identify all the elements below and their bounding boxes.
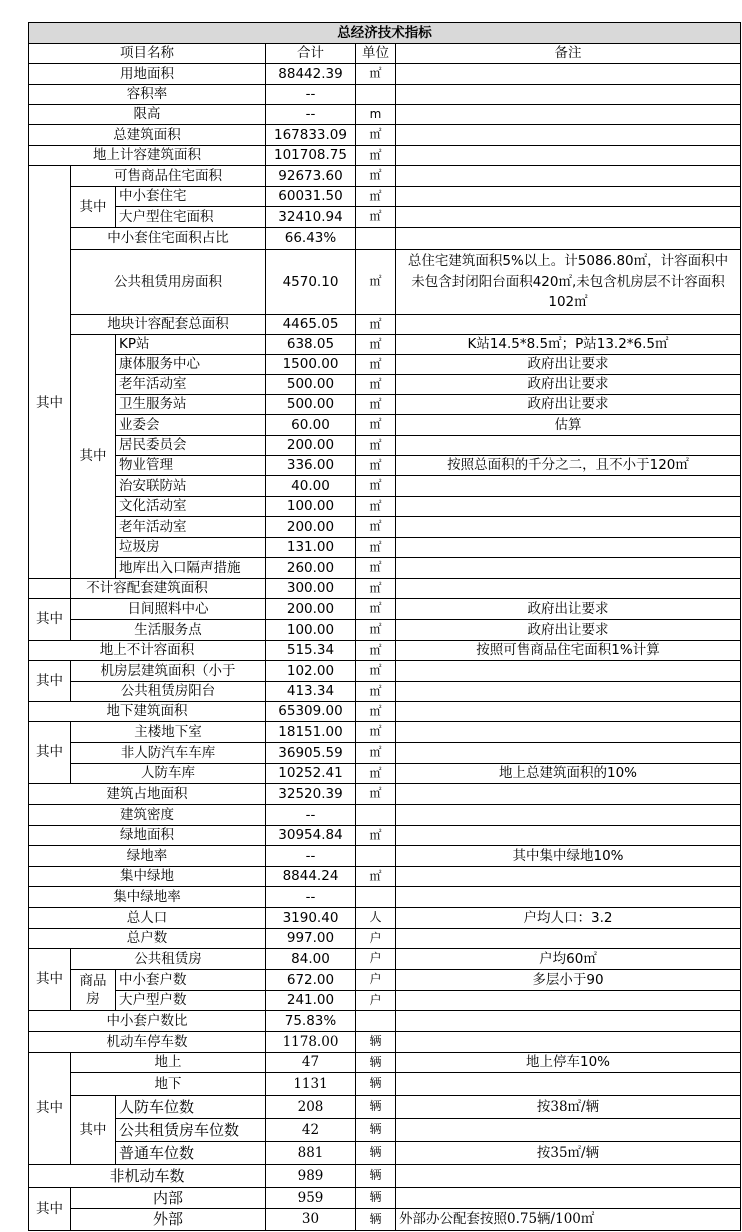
group-label: 其中	[28, 165, 71, 641]
row-note: K站14.5*8.5㎡；P站13.2*6.5㎡	[395, 334, 741, 355]
row-value: 32410.94	[265, 206, 356, 228]
row-note: 按38㎡/辆	[395, 1095, 741, 1119]
row-value: 241.00	[265, 990, 356, 1011]
row-value: 102.00	[265, 660, 356, 682]
row-value: 84.00	[265, 948, 356, 970]
group-label: 其中	[28, 598, 71, 641]
row-note: 多层小于90	[395, 969, 741, 991]
row-unit: ㎡	[355, 206, 396, 228]
row-name: 用地面积	[28, 63, 266, 85]
row-note: 按照可售商品住宅面积1%计算	[395, 640, 741, 661]
row-name: 地上不计容面积	[28, 640, 266, 661]
row-name: 中小套户数比	[28, 1010, 266, 1032]
row-note	[395, 475, 741, 497]
row-unit	[355, 227, 396, 250]
row-note	[395, 701, 741, 722]
row-unit: ㎡	[355, 63, 396, 85]
row-note	[395, 314, 741, 335]
row-note	[395, 104, 741, 125]
row-note	[395, 1118, 741, 1142]
row-name: 地块计容配套总面积	[70, 314, 266, 335]
row-name: 人防车库	[70, 763, 266, 784]
row-note	[395, 496, 741, 517]
row-value: 997.00	[265, 928, 356, 949]
row-note	[395, 1164, 741, 1188]
group-label: 其中	[28, 948, 71, 1011]
row-name: 治安联防站	[115, 475, 266, 497]
row-name: KP站	[115, 334, 266, 355]
row-unit: ㎡	[355, 825, 396, 846]
row-unit: ㎡	[355, 598, 396, 620]
row-unit: ㎡	[355, 475, 396, 497]
row-value: 60031.50	[265, 186, 356, 207]
row-name: 大户型户数	[115, 990, 266, 1011]
row-name: 文化活动室	[115, 496, 266, 517]
row-value: 100.00	[265, 619, 356, 641]
row-unit: ㎡	[355, 619, 396, 641]
row-unit: ㎡	[355, 866, 396, 887]
row-value: 336.00	[265, 455, 356, 476]
row-unit: 辆	[355, 1208, 396, 1231]
row-note: 地上总建筑面积的10%	[395, 763, 741, 784]
row-note	[395, 145, 741, 166]
row-note: 估算	[395, 414, 741, 436]
row-value: 200.00	[265, 435, 356, 456]
row-note	[395, 578, 741, 599]
row-value: 66.43%	[265, 227, 356, 250]
row-value: 500.00	[265, 394, 356, 415]
row-note	[395, 557, 741, 579]
row-name: 中小套住宅	[115, 186, 266, 207]
row-name: 康体服务中心	[115, 354, 266, 375]
group-label: 其中	[28, 721, 71, 784]
row-unit: ㎡	[355, 165, 396, 187]
row-value: 30	[265, 1208, 356, 1231]
row-unit: ㎡	[355, 435, 396, 456]
row-note	[395, 928, 741, 949]
group-label: 其中	[28, 660, 71, 702]
row-note	[395, 742, 741, 764]
group-label: 其中	[28, 1187, 71, 1231]
row-note	[395, 516, 741, 538]
row-unit: ㎡	[355, 124, 396, 146]
row-name: 内部	[70, 1187, 266, 1209]
row-unit: ㎡	[355, 414, 396, 436]
row-name: 机动车停车数	[28, 1031, 266, 1053]
row-unit: 辆	[355, 1052, 396, 1073]
row-value: 40.00	[265, 475, 356, 497]
row-value: 3190.40	[265, 907, 356, 929]
row-note	[395, 886, 741, 908]
group-label: 其中	[28, 1052, 71, 1165]
row-unit: ㎡	[355, 354, 396, 375]
row-value: 42	[265, 1118, 356, 1142]
row-name: 总人口	[28, 907, 266, 929]
row-value: 167833.09	[265, 124, 356, 146]
row-note	[395, 990, 741, 1011]
row-value: 92673.60	[265, 165, 356, 187]
row-name: 建筑密度	[28, 804, 266, 826]
row-name: 可售商品住宅面积	[70, 165, 266, 187]
row-note: 政府出让要求	[395, 374, 741, 395]
row-value: 1178.00	[265, 1031, 356, 1053]
row-name: 外部	[70, 1208, 266, 1231]
group-label: 商品房	[70, 969, 116, 1011]
row-unit: 户	[355, 969, 396, 991]
row-note: 户均人口：3.2	[395, 907, 741, 929]
row-note	[395, 537, 741, 558]
row-value: 8844.24	[265, 866, 356, 887]
row-value: 413.34	[265, 681, 356, 702]
row-value: 4465.05	[265, 314, 356, 335]
row-name: 卫生服务站	[115, 394, 266, 415]
row-name: 垃圾房	[115, 537, 266, 558]
row-name: 地库出入口隔声措施	[115, 557, 266, 579]
row-unit: ㎡	[355, 455, 396, 476]
row-name: 公共租赁房	[70, 948, 266, 970]
row-note: 按照总面积的千分之二，且不小于120㎡	[395, 455, 741, 476]
row-value: 959	[265, 1187, 356, 1209]
row-unit	[355, 84, 396, 105]
row-name: 老年活动室	[115, 516, 266, 538]
row-note: 政府出让要求	[395, 598, 741, 620]
row-value: 4570.10	[265, 249, 356, 315]
row-name: 主楼地下室	[70, 721, 266, 743]
row-name: 绿地率	[28, 845, 266, 867]
row-name: 总户数	[28, 928, 266, 949]
row-note	[395, 1010, 741, 1032]
row-value: 65309.00	[265, 701, 356, 722]
row-unit: 户	[355, 928, 396, 949]
row-value: --	[265, 845, 356, 867]
row-unit: ㎡	[355, 640, 396, 661]
group-label: 其中	[70, 1095, 116, 1165]
row-note	[395, 63, 741, 85]
row-name: 日间照料中心	[70, 598, 266, 620]
row-unit	[355, 886, 396, 908]
row-note	[395, 124, 741, 146]
group-label: 其中	[70, 334, 116, 579]
row-value: 208	[265, 1095, 356, 1119]
row-name: 业委会	[115, 414, 266, 436]
row-name: 大户型住宅面积	[115, 206, 266, 228]
row-unit: ㎡	[355, 557, 396, 579]
row-unit: ㎡	[355, 334, 396, 355]
row-note	[395, 1072, 741, 1096]
row-name: 人防车位数	[115, 1095, 266, 1119]
row-value: 638.05	[265, 334, 356, 355]
row-name: 非人防汽车车库	[70, 742, 266, 764]
row-name: 限高	[28, 104, 266, 125]
row-name: 物业管理	[115, 455, 266, 476]
row-name: 绿地面积	[28, 825, 266, 846]
row-name: 地上计容建筑面积	[28, 145, 266, 166]
row-value: 100.00	[265, 496, 356, 517]
row-unit: ㎡	[355, 701, 396, 722]
row-note: 其中集中绿地10%	[395, 845, 741, 867]
header-unit: 单位	[355, 43, 396, 64]
row-value: 47	[265, 1052, 356, 1073]
row-value: 672.00	[265, 969, 356, 991]
row-note	[395, 84, 741, 105]
row-value: 36905.59	[265, 742, 356, 764]
row-unit	[355, 845, 396, 867]
row-name: 建筑占地面积	[28, 783, 266, 805]
row-unit: 辆	[355, 1141, 396, 1165]
row-name: 集中绿地率	[28, 886, 266, 908]
row-note: 总住宅建筑面积5%以上。计5086.80㎡，计容面积中未包含封闭阳台面积420㎡,未包含机房层不计容面积102㎡	[395, 249, 741, 315]
row-value: 60.00	[265, 414, 356, 436]
row-note	[395, 804, 741, 826]
row-value: 500.00	[265, 374, 356, 395]
row-unit: ㎡	[355, 186, 396, 207]
row-note	[395, 186, 741, 207]
row-value: --	[265, 804, 356, 826]
row-note	[395, 660, 741, 682]
row-note	[395, 783, 741, 805]
row-value: 131.00	[265, 537, 356, 558]
row-value: 200.00	[265, 598, 356, 620]
row-unit: ㎡	[355, 537, 396, 558]
row-unit: ㎡	[355, 763, 396, 784]
row-value: 200.00	[265, 516, 356, 538]
row-unit: 辆	[355, 1031, 396, 1053]
row-note	[395, 1031, 741, 1053]
row-name: 地上	[70, 1052, 266, 1073]
row-note: 政府出让要求	[395, 394, 741, 415]
row-note	[395, 721, 741, 743]
group-label: 其中	[70, 186, 116, 228]
row-unit: 辆	[355, 1164, 396, 1188]
row-note	[395, 1187, 741, 1209]
row-value: 30954.84	[265, 825, 356, 846]
row-name: 公共租赁房阳台	[70, 681, 266, 702]
row-note	[395, 165, 741, 187]
row-name: 总建筑面积	[28, 124, 266, 146]
row-unit: ㎡	[355, 314, 396, 335]
row-note	[395, 206, 741, 228]
row-unit: 辆	[355, 1187, 396, 1209]
row-unit: ㎡	[355, 394, 396, 415]
economic-indicators-table	[28, 22, 740, 1230]
row-value: 10252.41	[265, 763, 356, 784]
row-unit: ㎡	[355, 660, 396, 682]
row-value: 300.00	[265, 578, 356, 599]
row-value: 1500.00	[265, 354, 356, 375]
row-unit: ㎡	[355, 681, 396, 702]
row-value: 101708.75	[265, 145, 356, 166]
row-unit: ㎡	[355, 578, 396, 599]
row-note: 外部办公配套按照0.75辆/100㎡	[395, 1208, 741, 1231]
row-note: 户均60㎡	[395, 948, 741, 970]
row-unit: ㎡	[355, 249, 396, 315]
row-value: 32520.39	[265, 783, 356, 805]
row-value: --	[265, 104, 356, 125]
row-name: 老年活动室	[115, 374, 266, 395]
table-title: 总经济技术指标	[28, 22, 741, 44]
row-value: 75.83%	[265, 1010, 356, 1032]
row-name: 中小套户数	[115, 969, 266, 991]
row-unit	[355, 804, 396, 826]
row-note	[395, 866, 741, 887]
row-name: 地下建筑面积	[28, 701, 266, 722]
row-value: --	[265, 84, 356, 105]
row-unit: ㎡	[355, 721, 396, 743]
row-note: 地上停车10%	[395, 1052, 741, 1073]
row-unit: ㎡	[355, 516, 396, 538]
row-unit: 辆	[355, 1072, 396, 1096]
row-unit: 人	[355, 907, 396, 929]
row-value: 1131	[265, 1072, 356, 1096]
row-name: 容积率	[28, 84, 266, 105]
row-unit: ㎡	[355, 145, 396, 166]
row-unit: ㎡	[355, 496, 396, 517]
row-name: 中小套住宅面积占比	[70, 227, 266, 250]
header-name: 项目名称	[28, 43, 266, 64]
row-note	[395, 681, 741, 702]
row-name: 生活服务点	[70, 619, 266, 641]
row-value: 260.00	[265, 557, 356, 579]
row-name: 公共租赁用房面积	[70, 249, 266, 315]
row-value: 881	[265, 1141, 356, 1165]
row-name: 公共租赁房车位数	[115, 1118, 266, 1142]
row-name: 机房层建筑面积（小于	[70, 660, 266, 682]
row-unit: ㎡	[355, 374, 396, 395]
row-name: 普通车位数	[115, 1141, 266, 1165]
row-note: 按35㎡/辆	[395, 1141, 741, 1165]
row-value: 515.34	[265, 640, 356, 661]
row-note	[395, 227, 741, 250]
header-note: 备注	[395, 43, 741, 64]
row-value: --	[265, 886, 356, 908]
row-note	[395, 435, 741, 456]
row-name: 地下	[70, 1072, 266, 1096]
row-value: 88442.39	[265, 63, 356, 85]
row-unit: ㎡	[355, 742, 396, 764]
row-unit: 户	[355, 948, 396, 970]
row-unit: 辆	[355, 1095, 396, 1119]
row-note: 政府出让要求	[395, 619, 741, 641]
row-value: 989	[265, 1164, 356, 1188]
row-unit: m	[355, 104, 396, 125]
row-name: 非机动车数	[28, 1164, 266, 1188]
row-unit: 户	[355, 990, 396, 1011]
row-unit	[355, 1010, 396, 1032]
row-note	[395, 825, 741, 846]
row-name: 居民委员会	[115, 435, 266, 456]
row-name: 不计容配套建筑面积	[28, 578, 266, 599]
row-name: 集中绿地	[28, 866, 266, 887]
row-note: 政府出让要求	[395, 354, 741, 375]
row-unit: 辆	[355, 1118, 396, 1142]
row-value: 18151.00	[265, 721, 356, 743]
header-total: 合计	[265, 43, 356, 64]
row-unit: ㎡	[355, 783, 396, 805]
